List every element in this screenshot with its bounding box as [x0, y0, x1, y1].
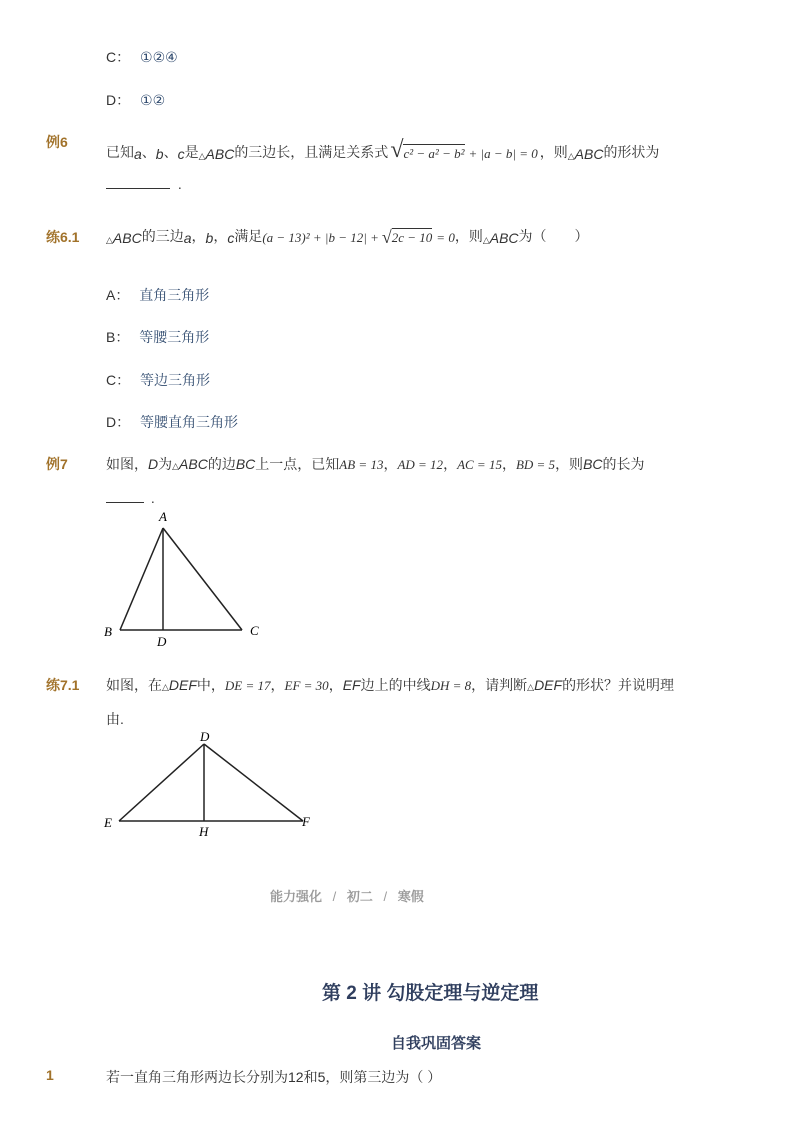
triangle-name: DEF	[168, 677, 197, 693]
radicand: 2c − 10	[391, 230, 433, 245]
equation	[262, 228, 455, 246]
text: ，则	[454, 228, 483, 244]
section-title: 自我巩固答案	[391, 1035, 482, 1052]
footer-term: 寒假	[397, 889, 424, 904]
text: 的三边长，且满足关系式	[234, 144, 389, 160]
triangle-name: ABC	[489, 230, 519, 246]
text: 如图，	[106, 456, 148, 472]
equation-part: (a − 13)² + |b − 12| +	[262, 230, 379, 245]
equation-rest: + |a − b| = 0	[468, 146, 538, 161]
comma: ，	[383, 456, 398, 472]
question-1-text: 若一直角三角形两边长分别为12和5，则第三边为（ ）	[106, 1069, 442, 1085]
option-value: 等边三角形	[140, 372, 211, 388]
example-7-label: 例7	[46, 456, 68, 472]
eq-bd: BD = 5	[515, 457, 556, 472]
vertex-f-label: F	[302, 814, 310, 829]
option-key: C：	[106, 49, 131, 65]
period: .	[177, 176, 182, 192]
footer-separator: /	[332, 889, 337, 904]
practice-7-1-question-line2: 由.	[106, 711, 124, 727]
text: 满足	[234, 228, 263, 244]
example-6-label: 例6	[46, 134, 68, 150]
option-key: A：	[106, 287, 130, 303]
triangle-symbol: △	[172, 461, 180, 471]
option-key: D：	[106, 92, 131, 108]
practice-6-1-label: 练6.1	[46, 229, 80, 245]
text: ，请判断	[471, 677, 528, 693]
text: ，	[191, 228, 206, 244]
triangle-symbol: △	[162, 682, 169, 692]
var-b: b	[205, 230, 214, 246]
option-value: ①②④	[140, 49, 178, 65]
triangle-symbol: △	[106, 235, 113, 245]
text: 是	[184, 144, 199, 160]
page-footer	[270, 886, 424, 905]
sqrt-icon: √	[390, 137, 404, 163]
text: 的形状为	[603, 144, 660, 160]
side-df	[204, 744, 303, 821]
answer-blank[interactable]	[106, 492, 144, 503]
lesson-title: 第 2 讲 勾股定理与逆定理	[322, 983, 539, 1004]
option-d[interactable]	[106, 412, 238, 432]
var-a: a	[134, 146, 142, 162]
option-value: 等腰三角形	[139, 329, 210, 345]
text: 边上的中线	[360, 677, 431, 693]
var-c: c	[177, 146, 185, 162]
footer-course: 能力强化	[270, 889, 323, 904]
eq-ad: AD = 12	[397, 457, 444, 472]
eq-ef: EF = 30	[284, 678, 329, 693]
point-d-label: D	[157, 634, 167, 649]
option-key: C：	[106, 372, 131, 388]
vertex-e-label: E	[104, 815, 112, 830]
text: 中，	[196, 677, 225, 693]
point-h-label: H	[199, 824, 209, 839]
option-value: 等腰直角三角形	[140, 414, 239, 430]
option-a[interactable]	[106, 285, 209, 305]
answer-blank-line	[106, 176, 182, 192]
footer-grade: 初二	[346, 889, 373, 904]
option-b[interactable]	[106, 327, 209, 347]
text: 的边	[207, 456, 236, 472]
text: 、	[141, 144, 156, 160]
option-value: ①②	[140, 92, 166, 108]
eq-ac: AC = 15	[457, 457, 502, 472]
triangle-symbol: △	[198, 151, 206, 161]
triangle-name: DEF	[534, 677, 563, 693]
option-d-prev	[106, 90, 165, 110]
sqrt-icon: √	[381, 227, 392, 247]
var-c: c	[227, 230, 235, 246]
option-key: B：	[106, 329, 130, 345]
triangle-abc-figure	[100, 505, 270, 650]
text: ，则	[539, 144, 568, 160]
text: 的形状？并说明理	[562, 677, 675, 693]
vertex-c-label: C	[250, 623, 259, 638]
vertex-b-label: B	[104, 624, 112, 639]
question-1-number: 1	[46, 1067, 54, 1083]
text: 的长为	[602, 456, 645, 472]
text: 的三边	[141, 228, 184, 244]
triangle-name: ABC	[574, 146, 604, 162]
option-c[interactable]	[106, 370, 210, 390]
practice-6-1-question	[106, 216, 589, 246]
text: 上一点，已知	[255, 456, 340, 472]
eq-ab: AB = 13	[339, 457, 384, 472]
segment-bc: BC	[235, 456, 256, 472]
comma: ，	[443, 456, 458, 472]
equation-part: = 0	[436, 230, 455, 245]
triangle-def-figure	[98, 725, 328, 840]
equation	[390, 138, 537, 162]
text: 、	[163, 144, 178, 160]
triangle-name: ABC	[179, 456, 208, 472]
practice-7-1-question	[106, 675, 674, 695]
footer-separator: /	[383, 889, 388, 904]
option-key: D：	[106, 414, 131, 430]
example-6-question	[106, 122, 659, 162]
vertex-a-label: A	[159, 509, 167, 524]
option-c-prev	[106, 47, 178, 67]
example-7-question	[106, 454, 645, 474]
comma: ，	[501, 456, 516, 472]
text: 为（ ）	[518, 228, 589, 244]
eq-dh: DH = 8	[430, 678, 472, 693]
triangle-symbol: △	[527, 682, 535, 692]
text: ，则	[555, 456, 584, 472]
triangle-name: ABC	[205, 146, 235, 162]
vertex-d-label: D	[200, 729, 210, 744]
answer-blank[interactable]	[106, 178, 170, 189]
segment-ef: EF	[342, 677, 361, 693]
practice-7-1-label: 练7.1	[46, 677, 80, 693]
comma: ，	[328, 677, 343, 693]
option-value: 直角三角形	[139, 287, 210, 303]
var-a: a	[183, 230, 192, 246]
var-d: D	[148, 456, 159, 472]
triangle-name: ABC	[112, 230, 142, 246]
comma: ，	[270, 677, 285, 693]
triangle-symbol: △	[567, 151, 575, 161]
triangle-symbol: △	[482, 235, 490, 245]
side-ab	[120, 528, 163, 630]
eq-de: DE = 17	[224, 678, 271, 693]
side-ac	[163, 528, 242, 630]
text: 如图，在	[106, 677, 162, 693]
text: 为	[158, 456, 173, 472]
segment-bc: BC	[583, 456, 603, 472]
radicand: c² − a² − b²	[403, 146, 465, 161]
period: .	[150, 490, 155, 506]
side-de	[119, 744, 204, 821]
answer-blank-line	[106, 490, 155, 506]
text: ，	[213, 228, 228, 244]
text: 已知	[106, 144, 134, 160]
var-b: b	[155, 146, 164, 162]
